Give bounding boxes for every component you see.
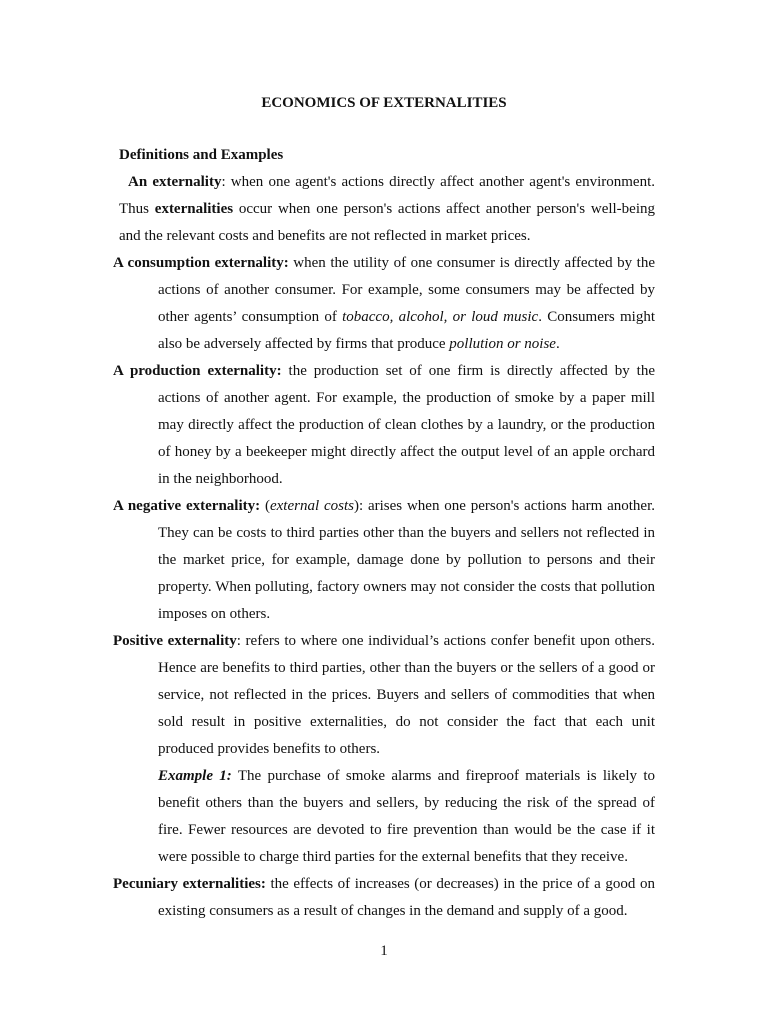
term-negative-externality: A negative externality:	[113, 498, 261, 514]
page-number: 1	[380, 943, 388, 959]
document-body	[113, 142, 655, 925]
externality-definition	[113, 169, 655, 250]
definition-text: .	[555, 336, 560, 352]
term-externalities: externalities	[154, 201, 234, 217]
definition-text: ): arises when one person's actions harm another. They can be costs to third parties other than the buyers and sellers not reflected in the market price, for example, damage done by pollution to persons and their property. When polluting, factory owners may not consider the costs that pollution imposes on others.	[158, 498, 656, 622]
term-positive-externality: Positive externality	[113, 633, 237, 649]
italic-text: tobacco, alcohol, or loud music	[342, 309, 539, 325]
section-heading: Definitions and Examples	[119, 147, 284, 163]
page-title: ECONOMICS OF EXTERNALITIES	[261, 95, 507, 111]
example-1	[113, 763, 655, 871]
term-pecuniary-externalities: Pecuniary externalities:	[113, 876, 266, 892]
definition-text: the production set of one firm is directly affected by the actions of another agent. For example, the production of smoke by a paper mill may directly affect the production of clean clothes by a laundry, or the production of honey by a beekeeper might directly affect the output level of an apple orchard in the neighborhood.	[158, 363, 655, 487]
definition-text: (	[260, 498, 270, 514]
definition-text: : when one agent's actions directly affect another agent's environment. Thus	[119, 174, 655, 217]
italic-text: pollution or noise	[449, 336, 556, 352]
example-text: The purchase of smoke alarms and fireproof materials is likely to benefit others than the buyers and sellers, by reducing the risk of the spread of fire. Fewer resources are devoted to fire prevention than would be the case if it were possible to charge third parties for the external benefits that they receive.	[158, 768, 655, 865]
example-label: Example 1:	[158, 768, 232, 784]
consumption-externality-definition	[113, 250, 655, 358]
production-externality-definition	[113, 358, 655, 493]
negative-externality-definition	[113, 493, 655, 628]
definition-text: the effects of increases (or decreases) in the price of a good on existing consumers as a result of changes in the demand and supply of a good.	[158, 876, 655, 919]
italic-text: external costs	[269, 498, 354, 514]
definition-text: occur when one person's actions affect another person's well-being and the relevant costs and benefits are not reflected in market prices.	[119, 201, 656, 244]
pecuniary-externality-definition	[113, 871, 655, 925]
term-consumption-externality: A consumption externality:	[113, 255, 289, 271]
definition-text: : refers to where one individual’s actions confer benefit upon others. Hence are benefits to third parties, other than the buyers or the sellers of a good or service, not reflected in the prices. Buyers and sellers of commodities that when sold result in positive externalities, do not consider the fact that each unit produced provides benefits to others.	[158, 633, 655, 757]
definition-text: . Consumers might also be adversely affected by firms that produce	[158, 309, 655, 352]
definition-text: when the utility of one consumer is directly affected by the actions of another consumer. For example, some consumers may be affected by other agents’ consumption of	[158, 255, 655, 325]
term-externality: An externality	[128, 174, 222, 190]
positive-externality-definition	[113, 628, 655, 763]
term-production-externality: A production externality:	[113, 363, 282, 379]
